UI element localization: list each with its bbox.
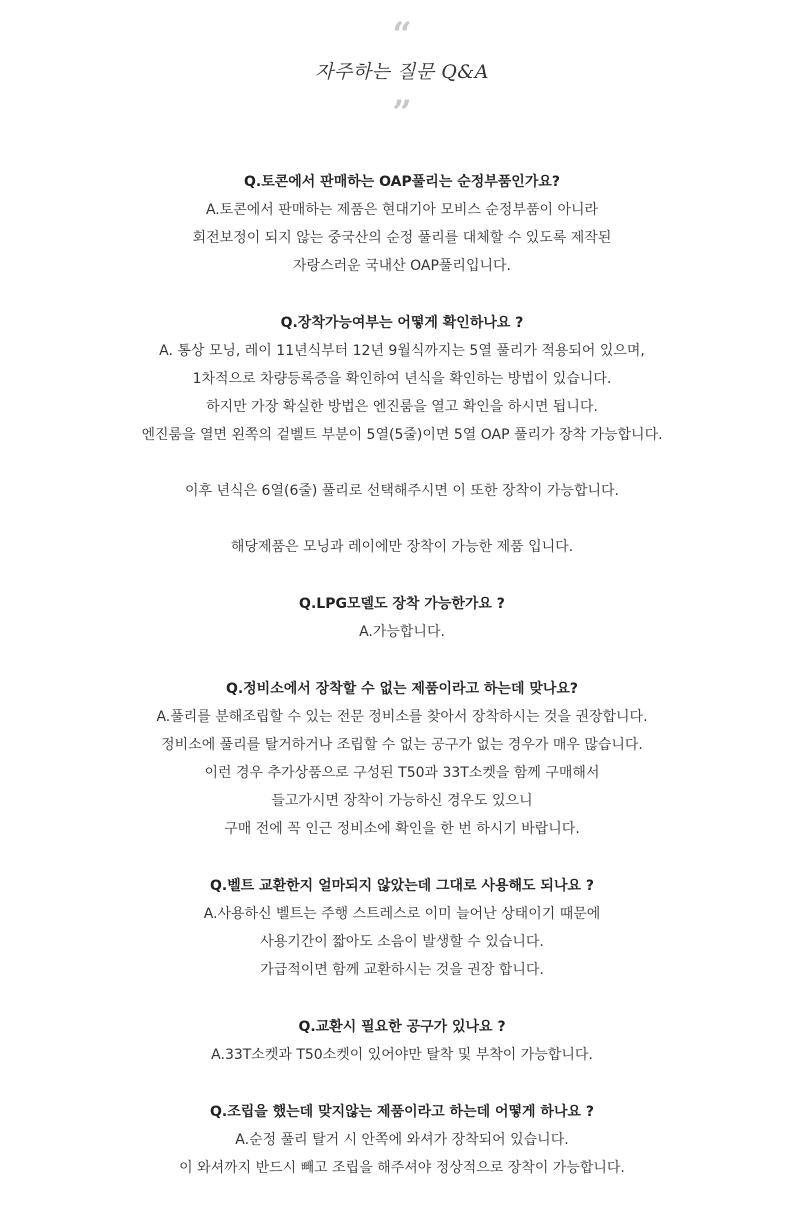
page-title: 자주하는 질문 Q&A xyxy=(315,61,489,83)
faq-question: Q.LPG모델도 장착 가능한가요 ? xyxy=(299,596,505,612)
faq-question: Q.벨트 교환한지 얼마되지 않았는데 그대로 사용해도 되나요 ? xyxy=(209,878,595,894)
faq-question: Q.교환시 필요한 공구가 있나요 ? xyxy=(298,1019,506,1035)
open-quote-mark: “ xyxy=(392,15,412,55)
faq-answer-line: 구매 전에 꼭 인근 정비소에 확인을 한 번 하시기 바랍니다. xyxy=(224,821,580,837)
faq-answer-line: 자랑스러운 국내산 OAP풀리입니다. xyxy=(293,258,511,274)
faq-answer-line: A.33T소켓과 T50소켓이 있어야만 탈착 및 부착이 가능합니다. xyxy=(211,1047,593,1063)
faq-answer-line: 하지만 가장 확실한 방법은 엔진룸을 열고 확인을 하시면 됩니다. xyxy=(206,399,598,415)
faq-item-tools xyxy=(0,1013,804,1069)
faq-question: Q.정비소에서 장착할 수 없는 제품이라고 하는데 맞나요? xyxy=(225,681,579,697)
faq-item-belt xyxy=(0,872,804,984)
faq-question: Q.토콘에서 판매하는 OAP풀리는 순정부품인가요? xyxy=(243,174,560,190)
faq-answer-line: A.풀리를 분해조립할 수 있는 전문 정비소를 찾아서 장착하시는 것을 권장합니다. xyxy=(156,709,648,725)
faq-answer-note: 해당제품은 모닝과 레이에만 장착이 가능한 제품 입니다. xyxy=(230,539,574,555)
faq-item-genuine-part xyxy=(0,168,804,280)
faq-answer-line: 사용기간이 짧아도 소음이 발생할 수 있습니다. xyxy=(260,934,544,950)
faq-item-assembly xyxy=(0,1098,804,1182)
faq-answer-line: A.사용하신 벨트는 주행 스트레스로 이미 늘어난 상태이기 때문에 xyxy=(203,906,601,922)
faq-item-service-shop xyxy=(0,675,804,843)
faq-item-lpg xyxy=(0,590,804,646)
faq-answer-line: 회전보정이 되지 않는 중국산의 순정 풀리를 대체할 수 있도록 제작된 xyxy=(192,230,612,246)
faq-answer-line: 가급적이면 함께 교환하시는 것을 권장 합니다. xyxy=(260,962,544,978)
faq-question: Q.장착가능여부는 어떻게 확인하나요 ? xyxy=(280,315,524,331)
faq-answer-line: A.가능합니다. xyxy=(359,624,445,640)
close-quote-mark: ” xyxy=(392,93,412,133)
faq-answer-line: 엔진룸을 열면 왼쪽의 겉벨트 부분이 5열(5줄)이면 5열 OAP 풀리가 장착 가능합니다. xyxy=(141,427,663,443)
faq-answer-line: 1차적으로 차량등록증을 확인하여 년식을 확인하는 방법이 있습니다. xyxy=(192,371,612,387)
faq-answer-line: 이런 경우 추가상품으로 구성된 T50과 33T소켓을 함께 구매해서 xyxy=(204,765,600,781)
paragraph-gap xyxy=(0,449,804,477)
faq-list xyxy=(0,168,804,1211)
faq-item-compatibility xyxy=(0,309,804,561)
faq-answer-line: A. 통상 모닝, 레이 11년식부터 12년 9월식까지는 5열 풀리가 적용되어 있으며, xyxy=(159,343,645,359)
paragraph-gap xyxy=(0,505,804,533)
faq-answer-note: 이후 년식은 6열(6줄) 풀리로 선택해주시면 이 또한 장착이 가능합니다. xyxy=(185,483,619,499)
faq-answer-line: 들고가시면 장착이 가능하신 경우도 있으니 xyxy=(271,793,533,809)
faq-answer-line: 정비소에 풀리를 탈거하거나 조립할 수 없는 공구가 없는 경우가 매우 많습니다. xyxy=(161,737,643,753)
faq-answer-line: A.순정 풀리 탈거 시 안쪽에 와셔가 장착되어 있습니다. xyxy=(235,1132,569,1148)
faq-answer-line: A.토콘에서 판매하는 제품은 현대기아 모비스 순정부품이 아니라 xyxy=(205,202,599,218)
faq-question: Q.조립을 했는데 맞지않는 제품이라고 하는데 어떻게 하나요 ? xyxy=(209,1104,595,1120)
faq-answer-line: 이 와셔까지 반드시 빼고 조립을 해주셔야 정상적으로 장착이 가능합니다. xyxy=(179,1160,625,1176)
